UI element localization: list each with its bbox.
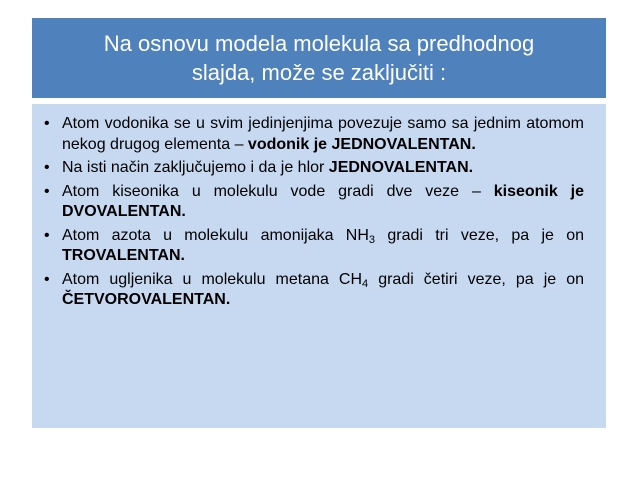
slide-title	[64, 29, 575, 87]
bullet-item-4	[40, 226, 584, 267]
bullet-4-text: Atom azota u molekulu amonijaka NH	[62, 226, 369, 244]
bullet-4-bold: TROVALENTAN.	[62, 247, 185, 264]
bullet-4-subscript: 3	[368, 233, 376, 246]
bullet-5-bold: ČETVOROVALENTAN.	[62, 291, 231, 308]
bullet-item-1	[40, 114, 584, 155]
bullet-icon: •	[44, 226, 50, 244]
title-line-2: slajda, može se zaključiti :	[191, 60, 447, 85]
bullet-4-text-2: gradi tri veze, pa je on	[375, 226, 584, 244]
bullet-5-subscript: 4	[362, 277, 369, 290]
bullet-3-text: Atom kiseonika u molekulu vode gradi dve veze –	[62, 182, 494, 200]
bullet-1-text: Atom vodonika se u svim jedinjenjima povezuje samo sa jednim atomom nekog drugog elementa –	[62, 115, 584, 153]
bullet-5-text: Atom ugljenika u molekulu metana CH	[62, 270, 363, 288]
bullet-icon: •	[44, 159, 50, 176]
bullet-5-text-2: gradi četiri veze, pa je on	[368, 270, 584, 288]
bullet-icon: •	[44, 182, 50, 200]
bullet-list	[40, 114, 584, 311]
bullet-item-2	[40, 158, 584, 179]
bullet-icon: •	[44, 270, 50, 288]
bullet-item-3	[40, 182, 584, 223]
bullet-item-5	[40, 270, 584, 311]
bullet-1-bold: vodonik je JEDNOVALENTAN.	[247, 135, 476, 153]
bullet-2-text: Na isti način zaključujemo i da je hlor	[62, 159, 329, 176]
content-box	[32, 104, 606, 428]
bullet-3-bold: kiseonik je DVOVALENTAN.	[62, 182, 584, 220]
title-line-1: Na osnovu modela molekula sa predhodnog	[103, 31, 535, 56]
bullet-icon: •	[44, 115, 50, 132]
title-box	[32, 18, 606, 98]
bullet-2-bold: JEDNOVALENTAN.	[328, 159, 474, 176]
